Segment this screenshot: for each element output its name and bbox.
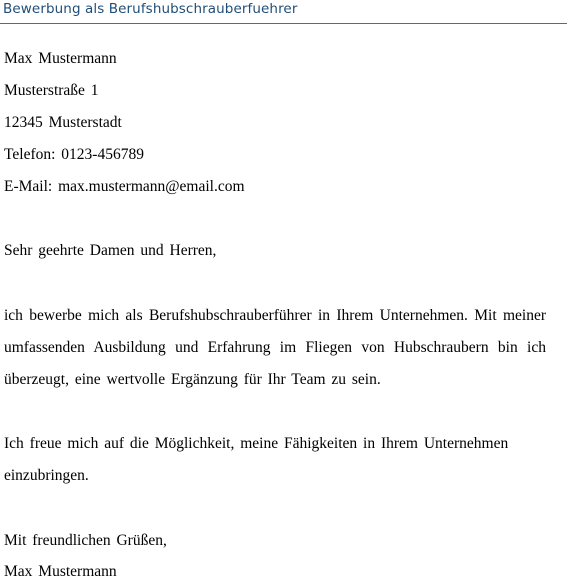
sender-city: 12345 Musterstadt	[4, 114, 122, 131]
paragraph-2-line: einzubringen.	[4, 467, 89, 484]
paragraph-2-line: Ich freue mich auf die Möglichkeit, meine Fähigkeiten in Ihrem Unternehmen	[4, 435, 509, 452]
salutation: Sehr geehrte Damen und Herren,	[4, 242, 217, 259]
sender-phone: Telefon: 0123-456789	[4, 146, 144, 163]
header-title: Bewerbung als Berufshubschrauberfuehrer	[3, 1, 298, 17]
document-header	[0, 0, 567, 24]
header-divider	[0, 23, 567, 24]
sender-name: Max Mustermann	[4, 50, 117, 67]
sender-street: Musterstraße 1	[4, 82, 99, 99]
paragraph-1-line: umfassenden Ausbildung und Erfahrung im Fliegen von Hubschraubern bin ich	[4, 339, 546, 356]
paragraph-1-line: überzeugt, eine wertvolle Ergänzung für Ihr Team zu sein.	[4, 371, 381, 388]
sender-email: E-Mail: max.mustermann@email.com	[4, 178, 245, 195]
closing: Mit freundlichen Grüßen,	[4, 532, 167, 549]
paragraph-1-line: ich bewerbe mich als Berufshubschrauberführer in Ihrem Unternehmen. Mit meiner	[4, 307, 546, 324]
signature-name: Max Mustermann	[4, 563, 117, 580]
